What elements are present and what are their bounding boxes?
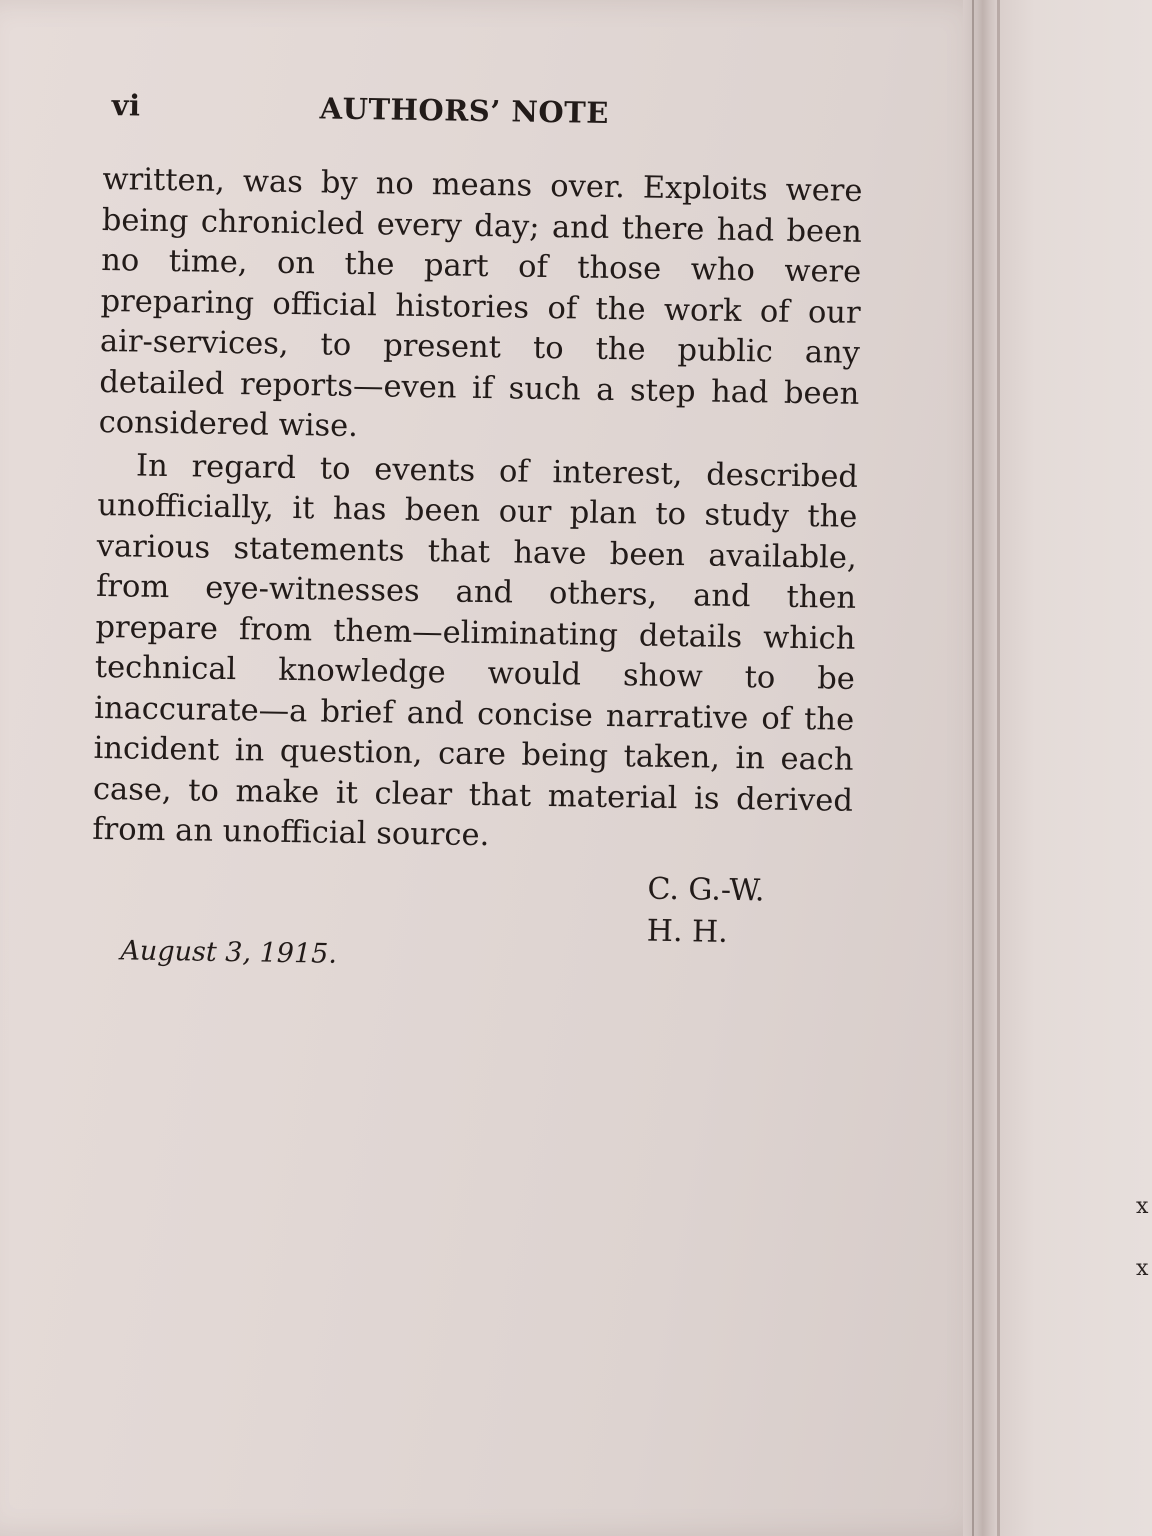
author-initials-2: H. H. [646,913,729,950]
facing-page-mark: x [1136,1194,1149,1219]
signature-block [90,860,852,992]
page-number: vi [111,88,141,123]
book-gutter [963,0,999,1536]
paragraph-unofficial-accounts: In regard to events of interest, described unofficially, it has been our plan to study the various statements that have been available, from eye-witnesses and others, and then prepare from them—eliminating details which technical knowledge would show to be inaccurate—a brief and concise narrative of the incident in question, care being taken, in each case, to make it clear that material is derived from an unofficial source. [92,448,859,854]
page-edge-line [997,0,1000,1536]
running-head [103,88,864,144]
date-line: August 3, 1915. [120,934,338,970]
paragraph-continued: written, was by no means over. Exploits were being chronicled every day; and there had been no time, on the part of those who were preparing official histories of the work of our air-services, to present to the public any detailed reports—even if such a step had been considered wise. [98,161,863,445]
facing-page-mark: x [1136,1256,1149,1281]
facing-page-edge [996,0,1152,1536]
running-title: AUTHORS’ NOTE [319,91,610,130]
page-text-block [90,88,864,992]
author-initials-1: C. G.-W. [647,871,765,908]
gutter-crease [972,0,974,1536]
